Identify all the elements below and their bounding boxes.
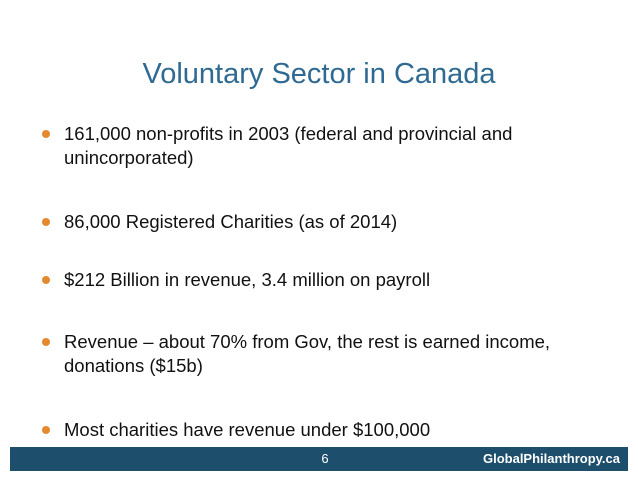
bullet-dot-icon <box>42 130 50 138</box>
bullet-dot-icon <box>42 276 50 284</box>
page-number: 6 <box>321 451 329 466</box>
slide-title: Voluntary Sector in Canada <box>142 58 496 90</box>
bullet-text: $212 Billion in revenue, 3.4 million on payroll <box>64 269 431 290</box>
brand-label: GlobalPhilanthropy.ca <box>482 451 620 466</box>
bullet-dot-icon <box>42 218 50 226</box>
bullet-item <box>22 268 604 292</box>
footer-bar <box>10 447 628 471</box>
bullet-text: Revenue – about 70% from Gov, the rest is earned income, donations ($15b) <box>64 331 551 376</box>
bullet-item <box>22 418 604 442</box>
bullet-text: 86,000 Registered Charities (as of 2014) <box>64 211 398 232</box>
bullet-dot-icon <box>42 426 50 434</box>
bullet-item <box>22 330 604 378</box>
bullet-dot-icon <box>42 338 50 346</box>
bullet-item <box>22 122 604 170</box>
bullet-text: 161,000 non-profits in 2003 (federal and provincial and unincorporated) <box>64 123 513 168</box>
bullet-text: Most charities have revenue under $100,000 <box>64 419 431 440</box>
bullet-item <box>22 210 604 234</box>
